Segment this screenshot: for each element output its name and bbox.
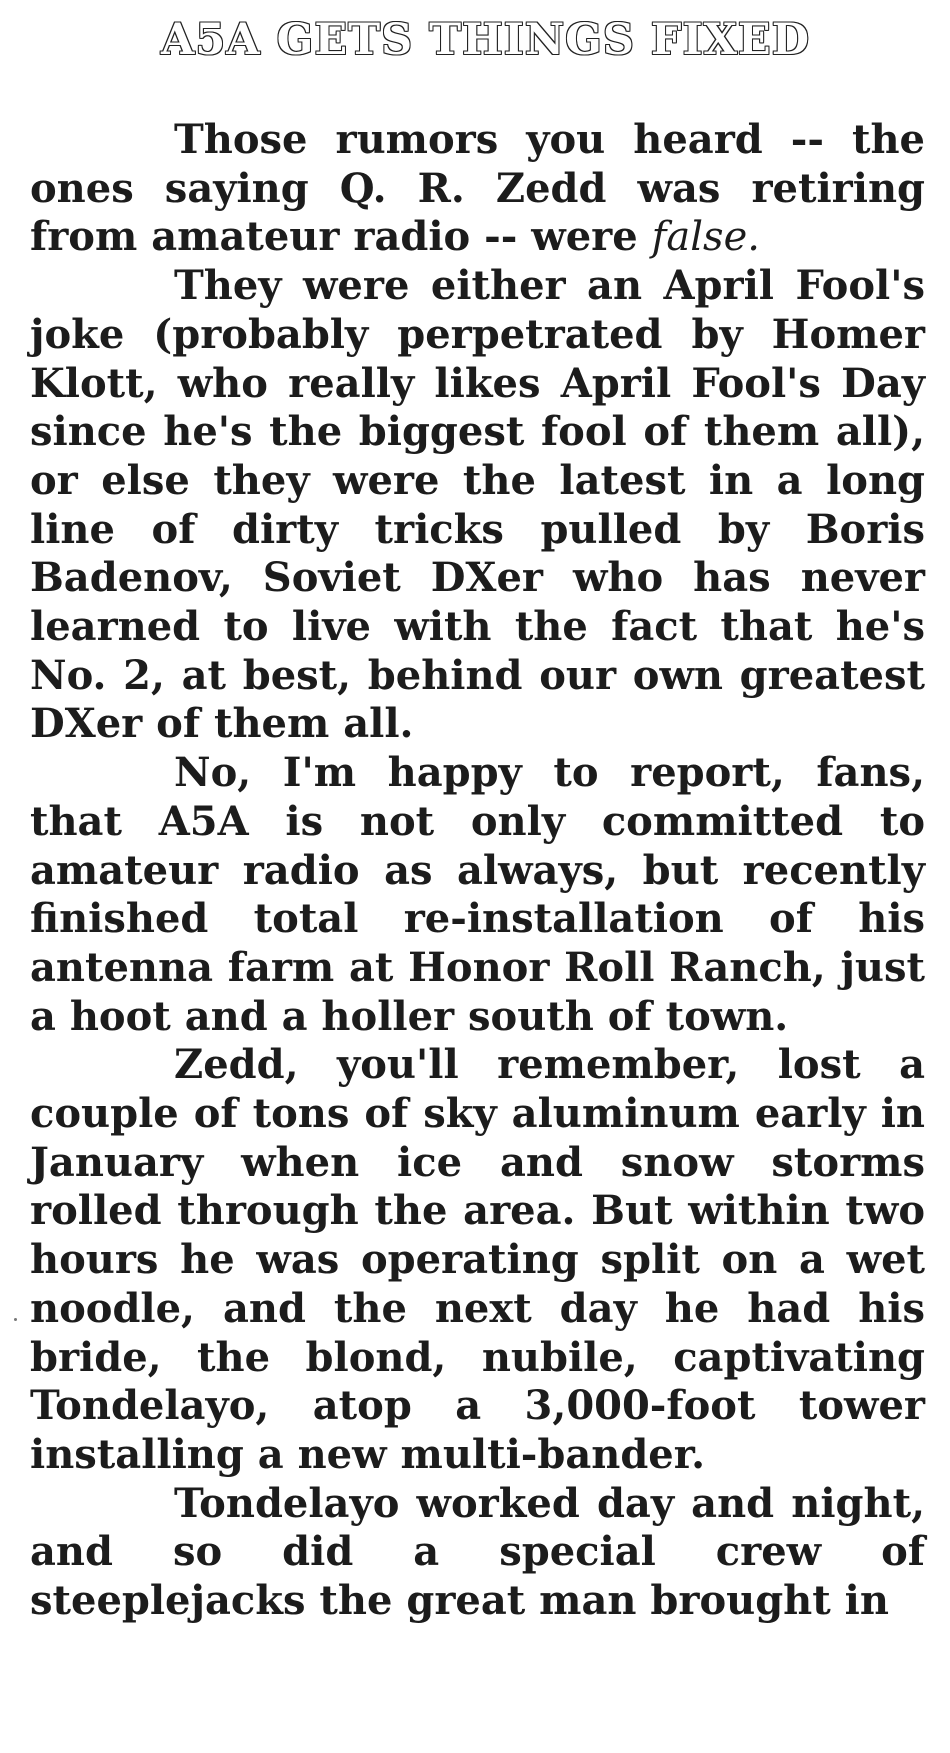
paragraph-rumors-text: Those rumors you heard -- the ones saying Q. R. Zedd was retiring from amateur radio -- were <box>30 116 925 261</box>
paragraph-happy-to-report: No, I'm happy to report, fans, that A5A is not only committed to amateur radio as always, but recently finished total re-installation of his antenna farm at Honor Roll Ranch, just a hoot and a holler south of town. <box>30 749 925 1040</box>
paragraph-april-fools: They were either an April Fool's joke (probably perpetrated by Homer Klott, who really likes April Fool's Day since he's the biggest fool of them all), or else they were the latest in a long line of dirty tricks pulled by Boris Badenov, Soviet DXer who has never learned to live with the fact that he's No. 2, at best, behind our own greatest DXer of them all. <box>30 262 925 748</box>
newspaper-column <box>30 14 925 1626</box>
italic-word-false: false. <box>651 214 760 261</box>
headline: A5A GETS THINGS FIXED <box>161 15 810 65</box>
paragraph-lost-aluminum: Zedd, you'll remember, lost a couple of tons of sky aluminum early in January when ice and snow storms rolled through the area. But within two hours he was operating split on a wet noodle, and the next day he had his bride, the blond, nubile, captivating Tondelayo, atop a 3,000-foot tower installing a new multi-bander. <box>30 1041 925 1478</box>
paragraph-rumors <box>30 116 925 262</box>
paragraph-tondelayo-worked: Tondelayo worked day and night, and so did a special crew of steeplejacks the great man brought in <box>30 1479 925 1625</box>
print-speck <box>14 1318 17 1321</box>
